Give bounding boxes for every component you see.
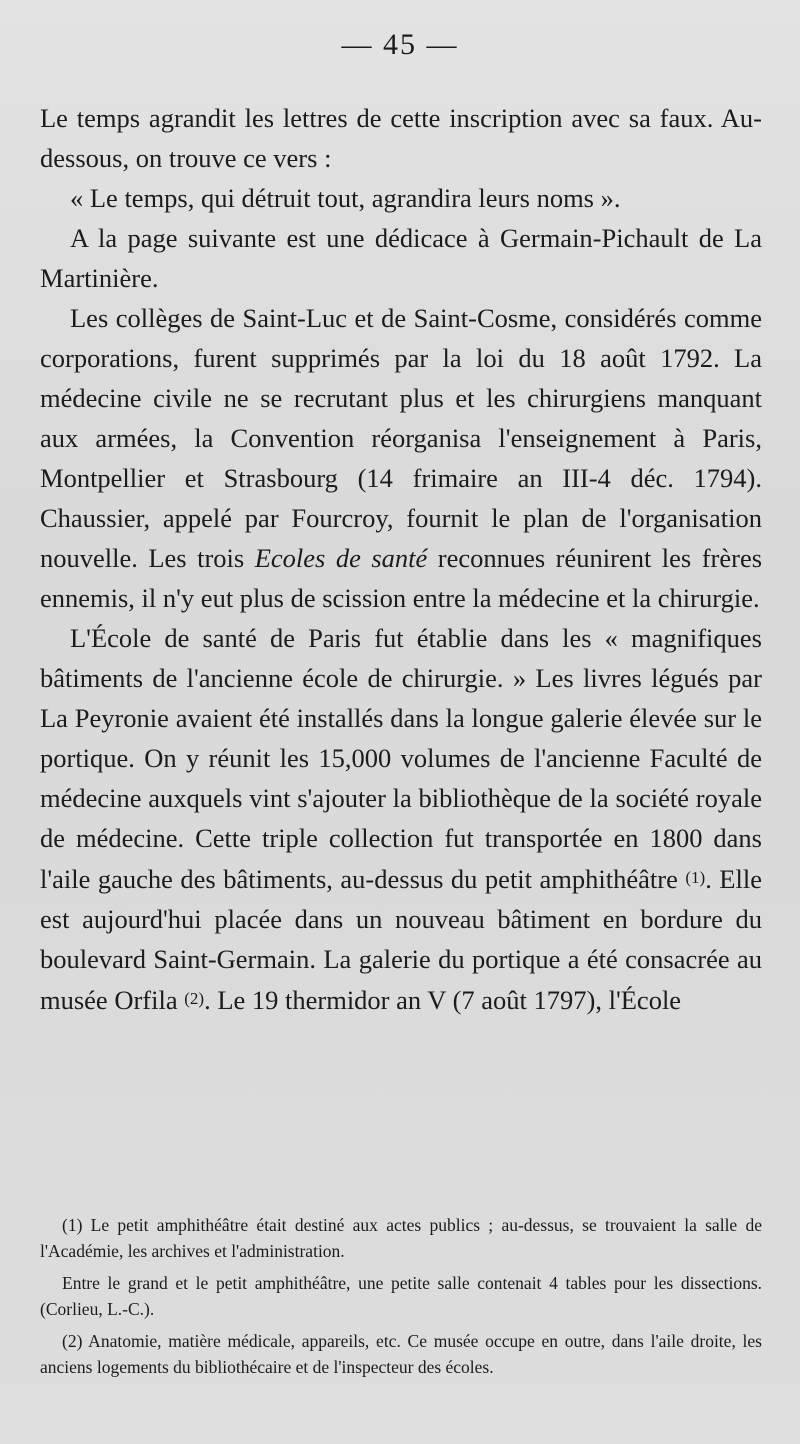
paragraph-5-text: L'École de santé de Paris fut établie dans les « magnifiques bâtiments de l'ancienne école de chirurgie. » Les livres légués par La Peyronie avaient été installés dans la longue galerie élevée sur le portique. On y réunit les 15,000 volumes de l'ancienne Faculté de médecine auxquels vint s'ajouter la bibliothèque de la société royale de médecine. Cette triple collection fut transportée en 1800 dans l'aile gauche des bâtiments, au-dessus du petit amphithéâtre [40, 623, 762, 894]
footnotes [40, 1212, 762, 1386]
paragraph-1: Le temps agrandit les lettres de cette inscription avec sa faux. Au-dessous, on trouve ce vers : [40, 103, 762, 173]
paragraph-3: A la page suivante est une dédicace à Germain-Pichault de La Martinière. [40, 223, 762, 293]
body-text [40, 98, 762, 1020]
paragraph-5-end: . Le 19 thermidor an V (7 août 1797), l'École [204, 985, 682, 1015]
footnote-2: (2) Anatomie, matière médicale, appareils, etc. Ce musée occupe en outre, dans l'aile droite, les anciens logements du bibliothécaire et de l'inspecteur des écoles. [40, 1331, 762, 1377]
footnote-1-continued: Entre le grand et le petit amphithéâtre, une petite salle contenait 4 tables pour les dissections. (Corlieu, L.-C.). [40, 1273, 762, 1319]
footnote-1: (1) Le petit amphithéâtre était destiné aux actes publics ; au-dessus, se trouvaient la salle de l'Académie, les archives et l'administration. [40, 1215, 762, 1261]
page-number: — 45 — [341, 28, 459, 61]
paragraph-4-italic: Ecoles de santé [254, 543, 428, 573]
paragraph-5-mid: . Elle est aujourd'hui placée dans un nouveau bâtiment en bordure du boulevard Saint-Germain. La galerie du portique a été consacrée au musée Orfila [40, 864, 762, 1015]
paragraph-4-text: Les collèges de Saint-Luc et de Saint-Cosme, considérés comme corporations, furent supprimés par la loi du 18 août 1792. La médecine civile ne se recrutant plus et les chirurgiens manquant aux armées, la Convention réorganisa l'enseignement à Paris, Montpellier et Strasbourg (14 frimaire an III-4 déc. 1794). Chaussier, appelé par Fourcroy, fournit le plan de l'organisation nouvelle. Les trois [40, 303, 762, 573]
paragraph-5 [40, 618, 762, 1020]
footnote-ref-1: (1) [685, 868, 706, 887]
footnote-ref-2: (2) [184, 989, 205, 1008]
paragraph-4 [40, 298, 762, 618]
paragraph-2-verse: « Le temps, qui détruit tout, agrandira leurs noms ». [70, 183, 621, 213]
paragraph-4-end: reconnues réunirent les frères ennemis, il n'y eut plus de scission entre la médecine et la chirurgie. [40, 543, 763, 613]
